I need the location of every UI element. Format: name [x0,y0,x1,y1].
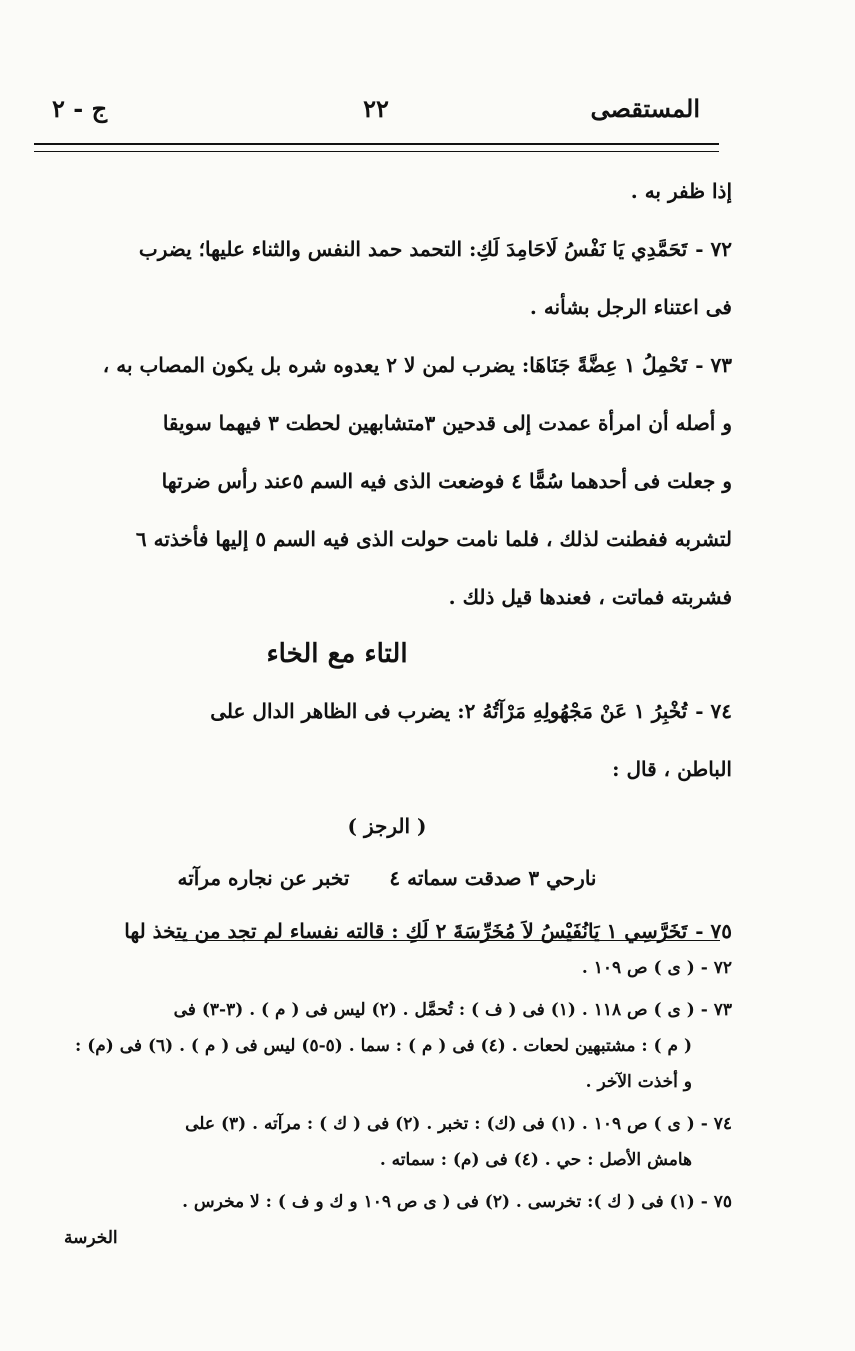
footnote-line: ( م ) : مشتبهين لحعات . (٤) فى ( م ) : سما . (٥-٥) ليس فى ( م ) . (٦) فى (م) : [75,1036,692,1056]
meter-label: ( الرجز ) [347,814,427,838]
page-number: ٢٢ [363,94,389,123]
text-line: و أصله أن امرأة عمدت إلى قدحين ٣متشابهين لحطت ٣ فيهما سويقا [162,411,732,435]
footnote-number: ٧٣ - [700,1000,732,1020]
text-line: لتشربه ففطنت لذلك ، فلما نامت حولت الذى فيه السم ٥ إليها فأخذته ٦ [135,527,732,551]
volume-label: ج - ٢ [52,94,108,123]
catchword: الخرسة [64,1228,118,1248]
entry-number: ٧٥ - [695,919,732,943]
section-heading: التاء مع الخاء [266,639,408,669]
entry-number: ٧٢ - [695,237,732,261]
entry-number: ٧٤ - [695,699,732,723]
entry-73: ٧٣ -تَحْمِلُ ١ عِضَّةً جَنَاهَا: يضرب لمن لا ٢ يعدوه شره بل يكون المصاب به ، [102,353,732,377]
entry-75: ٧٥ -تَخَرَّسِي ١ يَانُفَيْسُ لاَ مُخَرِّسَةَ ٢ لَكِ : قالته نفساء لم تجد من يتخذ لها [124,919,732,943]
entry-number: ٧٣ - [695,353,732,377]
header-rule [34,143,719,152]
footnote-number: ٧٢ - [700,958,732,978]
footnote-72: ٧٢ -( ى ) ص ١٠٩ . [581,958,732,978]
text-line: الباطن ، قال : [612,757,732,781]
main-text [42,162,732,960]
text-line: إذا ظفر به . [630,179,732,203]
footnote-number: ٧٥ - [700,1192,732,1212]
footnote-73: ٧٣ -( ى ) ص ١١٨ . (١) فى ( ف ) : تُحمَّل . (٢) ليس فى ( م ) . (٣-٣) فى ( م ) : مشتبهين لحعات . (٤) فى ( م ) : سما . (٥-٥) ليس فى ( م ) . (٦) فى (م) : و أخذت الآخر . [34,992,732,1100]
footnotes [34,950,732,1262]
verse [42,854,732,902]
text-line: فشربته فماتت ، فعندها قيل ذلك . [448,585,732,609]
text-line: فى اعتناء الرجل بشأنه . [529,295,732,319]
hemistich-second: تخبر عن نجاره مرآته [177,866,350,890]
book-title: المستقصى [590,94,700,123]
entry-72: ٧٢ -تَحَمَّدِي يَا نَفْسُ لَاحَامِدَ لَكِ: التحمد حمد النفس والثناء عليها؛ يضرب [138,237,732,261]
hemistich-first: نارحي ٣ صدقت سماته ٤ [389,866,597,890]
footnote-line: هامش الأصل : حي . (٤) فى (م) : سماته . [379,1150,692,1170]
footnote-number: ٧٤ - [700,1114,732,1134]
footnote-74: ٧٤ -( ى ) ص ١٠٩ . (١) فى (ك) : تخبر . (٢) فى ( ك ) : مرآته . (٣) على هامش الأصل : حي . (٤) فى (م) : سماته . [34,1106,732,1178]
entry-74: ٧٤ -تُخْبِرُ ١ عَنْ مَجْهُولِهِ مَرْآتُهُ ٢: يضرب فى الظاهر الدال على [210,699,732,723]
footnote-rule [175,940,720,941]
text-line: و جعلت فى أحدهما سُمًّا ٤ فوضعت الذى فيه السم ٥عند رأس ضرتها [161,469,732,493]
running-header [52,92,700,132]
footnote-75: ٧٥ -(١) فى ( ك ): تخرسى . (٢) فى ( ى ص ١٠٩ و ك و ف ) : لا مخرس . الخرسة [34,1184,732,1256]
footnote-line: و أخذت الآخر . [585,1072,692,1092]
